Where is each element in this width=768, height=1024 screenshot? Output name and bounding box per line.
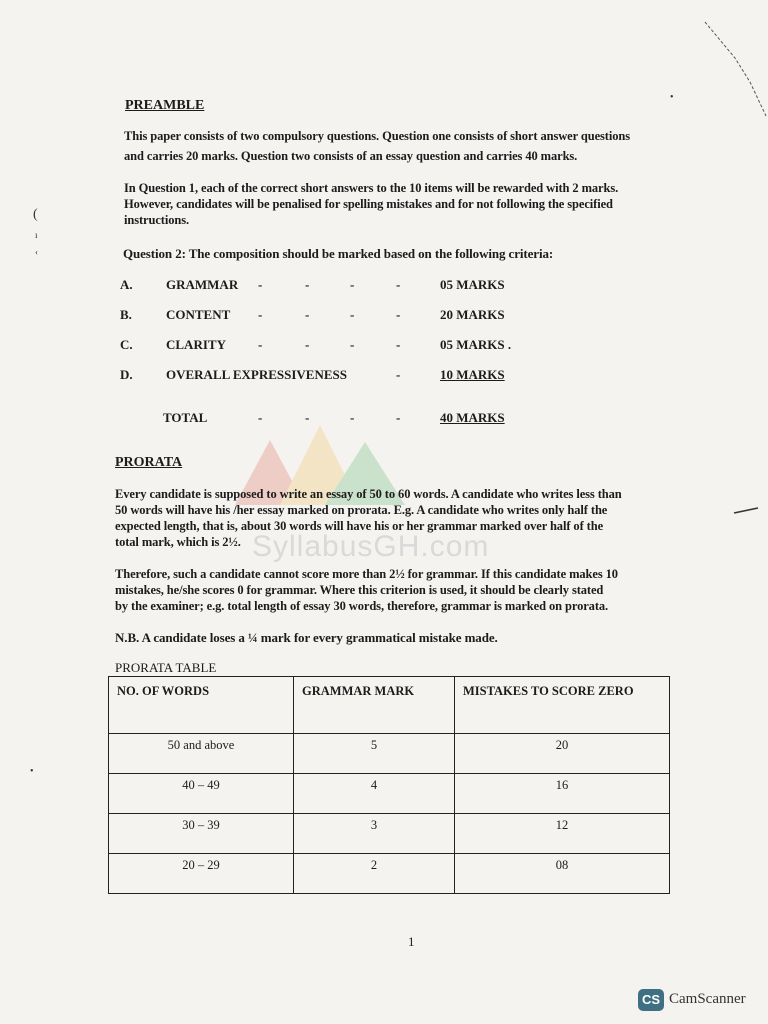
dash: - [396, 337, 401, 352]
prorata-heading: PRORATA [115, 455, 183, 470]
criteria-name: GRAMMAR [166, 277, 239, 292]
text-line: Every candidate is supposed to write an essay of 50 to 60 words. A candidate who writes less than [115, 487, 622, 501]
total-marks: 40 MARKS [440, 410, 505, 425]
criteria-row-clarity [120, 337, 540, 355]
text-line: by the examiner; e.g. total length of essay 30 words, therefore, grammar is marked on prorata. [115, 599, 609, 613]
dash: - [396, 307, 401, 322]
table-cell: 2 [294, 854, 455, 894]
criteria-marks: 10 MARKS [440, 367, 505, 382]
table-cell: 08 [455, 854, 670, 894]
dash: - [305, 307, 310, 322]
criteria-letter: A. [120, 277, 133, 292]
prorata-paragraph-2 [115, 566, 618, 614]
criteria-row-content [120, 307, 540, 325]
scan-mark: ‹ [35, 247, 38, 257]
table-cell: 20 [455, 734, 670, 774]
criteria-row-grammar [120, 277, 540, 295]
criteria-name: OVERALL EXPRESSIVENESS [166, 367, 347, 382]
page-number: 1 [408, 934, 415, 949]
text-line: expected length, that is, about 30 words will have his or her grammar marked over half of the [115, 519, 604, 533]
table-cell: 16 [455, 774, 670, 814]
text-line: and carries 20 marks. Question two consists of an essay question and carries 40 marks. [124, 149, 578, 163]
table-cell: 30 – 39 [109, 814, 294, 854]
nb-note: N.B. A candidate loses a ¼ mark for every grammatical mistake made. [115, 630, 498, 645]
table-cell: 3 [294, 814, 455, 854]
total-label: TOTAL [163, 410, 208, 425]
criteria-marks: 05 MARKS [440, 277, 505, 292]
dash: - [396, 410, 401, 425]
dash: - [258, 410, 263, 425]
criteria-row-total [120, 410, 540, 428]
dash: - [258, 337, 263, 352]
dash: - [258, 307, 263, 322]
dash: - [396, 367, 401, 382]
dash: - [305, 337, 310, 352]
column-header: MISTAKES TO SCORE ZERO [455, 677, 670, 734]
scan-mark: • [670, 92, 674, 103]
dash: - [350, 307, 355, 322]
criteria-name: CONTENT [166, 307, 231, 322]
table-header-row [109, 677, 670, 734]
dash: - [350, 277, 355, 292]
criteria-letter: D. [120, 367, 133, 382]
criteria-letter: C. [120, 337, 133, 352]
text-line: Therefore, such a candidate cannot score more than 2½ for grammar. If this candidate makes 10 [115, 567, 618, 581]
table-cell: 20 – 29 [109, 854, 294, 894]
scan-mark: ı [35, 230, 38, 240]
column-header: GRAMMAR MARK [294, 677, 455, 734]
table-cell: 4 [294, 774, 455, 814]
text-line: total mark, which is 2½. [115, 535, 241, 549]
preamble-paragraph-2 [124, 180, 618, 228]
text-line: instructions. [124, 213, 190, 227]
question-2-intro: Question 2: The composition should be marked based on the following criteria: [123, 246, 554, 261]
table-cell: 50 and above [109, 734, 294, 774]
text-line: 50 words will have his /her essay marked on prorata. E.g. A candidate who writes only half the [115, 503, 608, 517]
camscanner-logo-icon: CS [638, 989, 664, 1011]
scan-mark: ( [33, 207, 38, 222]
scan-line-mark [732, 505, 760, 517]
table-cell: 12 [455, 814, 670, 854]
table-row [109, 854, 670, 894]
prorata-table [108, 676, 670, 894]
criteria-marks: 20 MARKS [440, 307, 505, 322]
prorata-paragraph-1 [115, 486, 622, 550]
prorata-table-title: PRORATA TABLE [115, 660, 217, 675]
scan-mark: • [30, 766, 34, 777]
text-line: This paper consists of two compulsory questions. Question one consists of short answer questions [124, 129, 630, 143]
criteria-marks: 05 MARKS . [440, 337, 512, 352]
scan-line-mark [700, 20, 768, 120]
preamble-heading: PREAMBLE [125, 98, 205, 113]
preamble-paragraph-1 [124, 128, 630, 164]
dash: - [396, 277, 401, 292]
camscanner-label: CamScanner [669, 991, 746, 1007]
dash: - [305, 277, 310, 292]
table-row [109, 774, 670, 814]
dash: - [305, 410, 310, 425]
criteria-name: CLARITY [166, 337, 226, 352]
table-row [109, 734, 670, 774]
dash: - [350, 337, 355, 352]
text-line: However, candidates will be penalised for spelling mistakes and for not following the specified [124, 197, 613, 211]
text-line: mistakes, he/she scores 0 for grammar. Where this criterion is used, it should be clearly stated [115, 583, 604, 597]
criteria-letter: B. [120, 307, 132, 322]
text-line: In Question 1, each of the correct short answers to the 10 items will be rewarded with 2 marks. [124, 181, 619, 195]
criteria-row-overall-expressiveness [120, 367, 540, 385]
dash: - [350, 410, 355, 425]
table-cell: 5 [294, 734, 455, 774]
table-row [109, 814, 670, 854]
watermark-text: SyllabusGH.com [252, 530, 490, 563]
column-header: NO. OF WORDS [109, 677, 294, 734]
dash: - [258, 277, 263, 292]
table-cell: 40 – 49 [109, 774, 294, 814]
